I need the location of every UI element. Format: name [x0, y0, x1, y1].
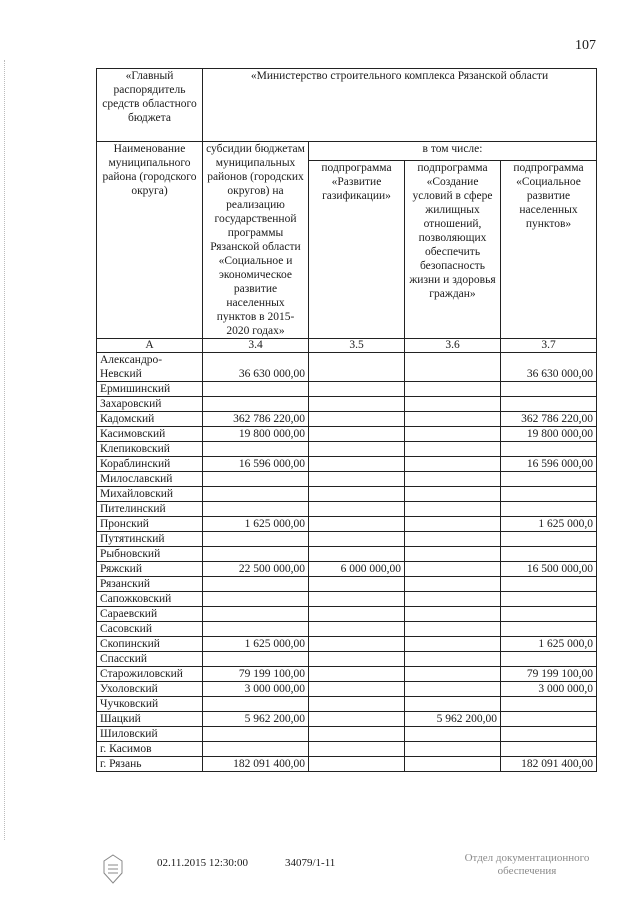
table-row — [97, 652, 597, 667]
col-number: А — [97, 339, 203, 353]
amount-cell-c34 — [203, 577, 309, 592]
amount-cell-c35 — [309, 682, 405, 697]
amount-cell-c36 — [405, 682, 501, 697]
emblem-icon — [100, 853, 126, 887]
district-name-cell: Скопинский — [97, 637, 203, 652]
col-number: 3.7 — [501, 339, 597, 353]
table-row — [97, 502, 597, 517]
amount-cell-c35 — [309, 472, 405, 487]
table-row — [97, 562, 597, 577]
district-name-cell: Рязанский — [97, 577, 203, 592]
amount-cell-c37 — [501, 547, 597, 562]
header-row-ministry — [97, 69, 597, 142]
amount-cell-c36 — [405, 353, 501, 382]
amount-cell-c37 — [501, 472, 597, 487]
department-stamp — [452, 852, 602, 878]
amount-cell-c37 — [501, 502, 597, 517]
table-row — [97, 727, 597, 742]
district-name-cell: Рыбновский — [97, 547, 203, 562]
amount-cell-c34 — [203, 532, 309, 547]
amount-cell-c35 — [309, 727, 405, 742]
col-sub3-header: подпрограмма «Социальное развитие населенных пунктов» — [501, 160, 597, 338]
table-row — [97, 637, 597, 652]
district-name-cell: Шацкий — [97, 712, 203, 727]
amount-cell-c36 — [405, 547, 501, 562]
col-including-header: в том числе: — [309, 142, 597, 161]
table-row — [97, 607, 597, 622]
amount-cell-c37 — [501, 727, 597, 742]
table-row — [97, 592, 597, 607]
amount-cell-c35 — [309, 667, 405, 682]
district-name-cell: Сараевский — [97, 607, 203, 622]
amount-cell-c35 — [309, 487, 405, 502]
table-row — [97, 667, 597, 682]
amount-cell-c34: 5 962 200,00 — [203, 712, 309, 727]
amount-cell-c35 — [309, 442, 405, 457]
amount-cell-c34 — [203, 742, 309, 757]
amount-cell-c36 — [405, 472, 501, 487]
amount-cell-c37: 16 500 000,00 — [501, 562, 597, 577]
table-row — [97, 382, 597, 397]
amount-cell-c36 — [405, 562, 501, 577]
amount-cell-c36 — [405, 622, 501, 637]
amount-cell-c36: 5 962 200,00 — [405, 712, 501, 727]
amount-cell-c36 — [405, 487, 501, 502]
table-row — [97, 742, 597, 757]
table-body — [97, 353, 597, 772]
amount-cell-c36 — [405, 517, 501, 532]
table-row — [97, 442, 597, 457]
district-name-cell: Захаровский — [97, 397, 203, 412]
table-row — [97, 757, 597, 772]
amount-cell-c35 — [309, 622, 405, 637]
amount-cell-c37 — [501, 697, 597, 712]
table-row — [97, 397, 597, 412]
amount-cell-c37 — [501, 592, 597, 607]
table-row — [97, 622, 597, 637]
amount-cell-c34 — [203, 502, 309, 517]
amount-cell-c35: 6 000 000,00 — [309, 562, 405, 577]
amount-cell-c37 — [501, 397, 597, 412]
amount-cell-c34: 362 786 220,00 — [203, 412, 309, 427]
district-name-cell: Сасовский — [97, 622, 203, 637]
amount-cell-c35 — [309, 742, 405, 757]
amount-cell-c36 — [405, 457, 501, 472]
amount-cell-c37 — [501, 622, 597, 637]
table-row — [97, 547, 597, 562]
amount-cell-c37 — [501, 487, 597, 502]
amount-cell-c34 — [203, 592, 309, 607]
table-row — [97, 487, 597, 502]
amount-cell-c37: 362 786 220,00 — [501, 412, 597, 427]
amount-cell-c36 — [405, 382, 501, 397]
amount-cell-c35 — [309, 592, 405, 607]
amount-cell-c37: 1 625 000,0 — [501, 637, 597, 652]
amount-cell-c36 — [405, 532, 501, 547]
amount-cell-c34 — [203, 382, 309, 397]
amount-cell-c35 — [309, 502, 405, 517]
amount-cell-c36 — [405, 442, 501, 457]
amount-cell-c35 — [309, 607, 405, 622]
amount-cell-c37: 3 000 000,0 — [501, 682, 597, 697]
amount-cell-c34 — [203, 442, 309, 457]
district-name-cell: Михайловский — [97, 487, 203, 502]
amount-cell-c36 — [405, 742, 501, 757]
footer-reg-number: 34079/1-11 — [285, 857, 336, 869]
header-row-columns — [97, 142, 597, 161]
col-name-header: Наименование муниципального района (городского округа) — [97, 142, 203, 339]
footer-datetime: 02.11.2015 12:30:00 — [157, 857, 248, 869]
amount-cell-c37 — [501, 712, 597, 727]
amount-cell-c35 — [309, 577, 405, 592]
amount-cell-c37 — [501, 382, 597, 397]
amount-cell-c36 — [405, 577, 501, 592]
district-name-cell: Александро-Невский — [97, 353, 203, 382]
budget-table — [96, 68, 597, 772]
amount-cell-c37 — [501, 577, 597, 592]
amount-cell-c34: 36 630 000,00 — [203, 353, 309, 382]
district-name-cell: Путятинский — [97, 532, 203, 547]
header-label-cell: «Главный распорядитель средств областного бюджета — [97, 69, 203, 142]
district-name-cell: Ухоловский — [97, 682, 203, 697]
amount-cell-c35 — [309, 547, 405, 562]
amount-cell-c36 — [405, 412, 501, 427]
amount-cell-c35 — [309, 757, 405, 772]
amount-cell-c35 — [309, 532, 405, 547]
amount-cell-c34 — [203, 472, 309, 487]
amount-cell-c37: 1 625 000,0 — [501, 517, 597, 532]
amount-cell-c36 — [405, 697, 501, 712]
table-row — [97, 412, 597, 427]
amount-cell-c34: 19 800 000,00 — [203, 427, 309, 442]
table-row — [97, 517, 597, 532]
scan-edge-marks — [4, 60, 7, 840]
stamp-line: Отдел документационного — [464, 852, 590, 864]
amount-cell-c35 — [309, 412, 405, 427]
amount-cell-c36 — [405, 652, 501, 667]
table-row — [97, 353, 597, 382]
table-row — [97, 577, 597, 592]
amount-cell-c34: 22 500 000,00 — [203, 562, 309, 577]
amount-cell-c37 — [501, 652, 597, 667]
col-number: 3.6 — [405, 339, 501, 353]
amount-cell-c37: 19 800 000,00 — [501, 427, 597, 442]
amount-cell-c36 — [405, 757, 501, 772]
amount-cell-c35 — [309, 457, 405, 472]
amount-cell-c36 — [405, 397, 501, 412]
amount-cell-c37: 36 630 000,00 — [501, 353, 597, 382]
amount-cell-c35 — [309, 427, 405, 442]
amount-cell-c34 — [203, 697, 309, 712]
amount-cell-c37 — [501, 607, 597, 622]
district-name-cell: Кораблинский — [97, 457, 203, 472]
amount-cell-c34: 182 091 400,00 — [203, 757, 309, 772]
amount-cell-c36 — [405, 667, 501, 682]
table-row — [97, 427, 597, 442]
page-number: 107 — [575, 38, 596, 53]
district-name-cell: Чучковский — [97, 697, 203, 712]
amount-cell-c36 — [405, 502, 501, 517]
amount-cell-c34 — [203, 652, 309, 667]
amount-cell-c34: 1 625 000,00 — [203, 517, 309, 532]
amount-cell-c34 — [203, 607, 309, 622]
col-sub2-header: подпрограмма «Создание условий в сфере жилищных отношений, позволяющих обеспечить безопасность жизни и здоровья граждан» — [405, 160, 501, 338]
table-row — [97, 532, 597, 547]
col-number: 3.4 — [203, 339, 309, 353]
amount-cell-c36 — [405, 592, 501, 607]
district-name-cell: Кадомский — [97, 412, 203, 427]
stamp-line: обеспечения — [497, 865, 557, 877]
district-name-cell: Милославский — [97, 472, 203, 487]
table-row — [97, 472, 597, 487]
amount-cell-c34: 79 199 100,00 — [203, 667, 309, 682]
district-name-cell: Пителинский — [97, 502, 203, 517]
column-number-row — [97, 339, 597, 353]
amount-cell-c35 — [309, 353, 405, 382]
district-name-cell: Ряжский — [97, 562, 203, 577]
district-name-cell: Старожиловский — [97, 667, 203, 682]
table-row — [97, 682, 597, 697]
amount-cell-c34 — [203, 487, 309, 502]
table-row — [97, 712, 597, 727]
amount-cell-c35 — [309, 397, 405, 412]
amount-cell-c36 — [405, 727, 501, 742]
amount-cell-c36 — [405, 607, 501, 622]
amount-cell-c34: 16 596 000,00 — [203, 457, 309, 472]
amount-cell-c37 — [501, 742, 597, 757]
district-name-cell: г. Касимов — [97, 742, 203, 757]
col-subsidy-header: субсидии бюджетам муниципальных районов (городских округов) на реализацию государственной программы Рязанской области «Социальное и экономическое развитие населенных пунктов в 2015-2020 годах» — [203, 142, 309, 339]
amount-cell-c37: 16 596 000,00 — [501, 457, 597, 472]
amount-cell-c37 — [501, 442, 597, 457]
amount-cell-c34 — [203, 727, 309, 742]
table-row — [97, 697, 597, 712]
table-row — [97, 457, 597, 472]
amount-cell-c37: 182 091 400,00 — [501, 757, 597, 772]
district-name-cell: Ермишинский — [97, 382, 203, 397]
amount-cell-c36 — [405, 427, 501, 442]
amount-cell-c34 — [203, 547, 309, 562]
amount-cell-c34 — [203, 397, 309, 412]
col-sub1-header: подпрограмма «Развитие газификации» — [309, 160, 405, 338]
district-name-cell: Клепиковский — [97, 442, 203, 457]
amount-cell-c35 — [309, 697, 405, 712]
amount-cell-c35 — [309, 712, 405, 727]
district-name-cell: Касимовский — [97, 427, 203, 442]
amount-cell-c37: 79 199 100,00 — [501, 667, 597, 682]
amount-cell-c35 — [309, 382, 405, 397]
district-name-cell: Спасский — [97, 652, 203, 667]
header-ministry-cell: «Министерство строительного комплекса Рязанской области — [203, 69, 597, 142]
col-number: 3.5 — [309, 339, 405, 353]
amount-cell-c34: 3 000 000,00 — [203, 682, 309, 697]
amount-cell-c35 — [309, 652, 405, 667]
district-name-cell: г. Рязань — [97, 757, 203, 772]
district-name-cell: Шиловский — [97, 727, 203, 742]
amount-cell-c34: 1 625 000,00 — [203, 637, 309, 652]
amount-cell-c37 — [501, 532, 597, 547]
district-name-cell: Сапожковский — [97, 592, 203, 607]
amount-cell-c36 — [405, 637, 501, 652]
district-name-cell: Пронский — [97, 517, 203, 532]
amount-cell-c34 — [203, 622, 309, 637]
amount-cell-c35 — [309, 637, 405, 652]
amount-cell-c35 — [309, 517, 405, 532]
